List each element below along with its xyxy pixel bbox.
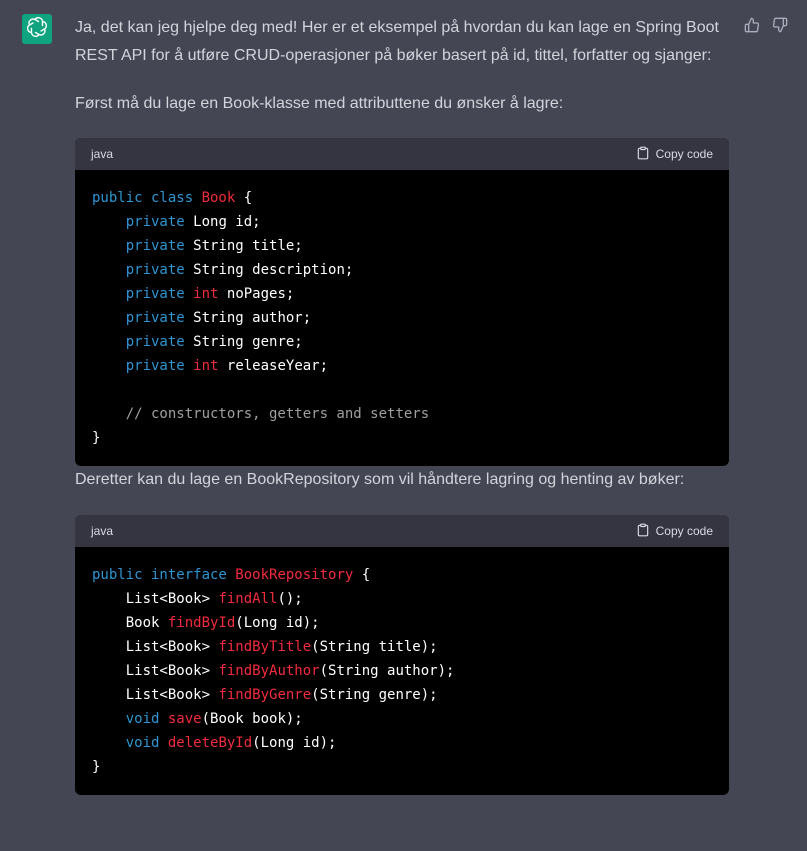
code-line: public interface BookRepository { xyxy=(92,567,371,583)
code-line: List<Book> findByGenre(String genre); xyxy=(92,687,438,703)
code-line: List<Book> findByAuthor(String author); xyxy=(92,663,455,679)
message-paragraph: Deretter kan du lage en BookRepository som vil håndtere lagring og henting av bøker: xyxy=(75,471,685,488)
clipboard-icon xyxy=(636,523,650,540)
code-line: } xyxy=(92,430,101,446)
copy-code-button[interactable] xyxy=(636,146,713,163)
code-line: private int noPages; xyxy=(125,286,295,302)
thumbs-down-icon[interactable] xyxy=(771,16,789,34)
thumbs-up-icon[interactable] xyxy=(743,16,761,34)
feedback-buttons xyxy=(743,16,789,34)
code-line: } xyxy=(92,759,101,775)
code-line: List<Book> findByTitle(String title); xyxy=(92,639,438,655)
assistant-message xyxy=(75,14,730,795)
assistant-avatar xyxy=(22,14,52,44)
code-line: private Long id; xyxy=(125,214,261,230)
code-line: private String description; xyxy=(125,262,354,278)
message-paragraph: Først må du lage en Book-klasse med attributtene du ønsker å lagre: xyxy=(75,95,564,112)
code-line: List<Book> findAll(); xyxy=(92,591,303,607)
clipboard-icon xyxy=(636,146,650,163)
code-line: Book findById(Long id); xyxy=(92,615,320,631)
copy-code-button[interactable] xyxy=(636,523,713,540)
code-line: private String genre; xyxy=(125,334,303,350)
code-line: public class Book { xyxy=(92,190,253,206)
code-block xyxy=(75,515,729,795)
code-language-label: java xyxy=(91,524,114,538)
code-language-label: java xyxy=(91,147,114,161)
code-block xyxy=(75,138,729,466)
code-line: // constructors, getters and setters xyxy=(125,406,430,422)
openai-logo-icon xyxy=(26,16,48,43)
copy-code-label: Copy code xyxy=(655,524,713,538)
code-line: private String title; xyxy=(125,238,303,254)
code-line: void save(Book book); xyxy=(125,711,303,727)
code-content xyxy=(75,170,729,466)
copy-code-label: Copy code xyxy=(655,147,713,161)
message-paragraph: Ja, det kan jeg hjelpe deg med! Her er et eksempel på hvordan du kan lage en Spring Boot REST API for å utføre CRUD-operasjoner på bøker basert på id, tittel, forfatter og sjanger: xyxy=(75,19,719,64)
code-line: private String author; xyxy=(125,310,312,326)
code-line: void deleteById(Long id); xyxy=(125,735,337,751)
code-content xyxy=(75,547,729,795)
code-block-header xyxy=(75,138,729,170)
code-block-header xyxy=(75,515,729,547)
code-line: private int releaseYear; xyxy=(125,358,329,374)
